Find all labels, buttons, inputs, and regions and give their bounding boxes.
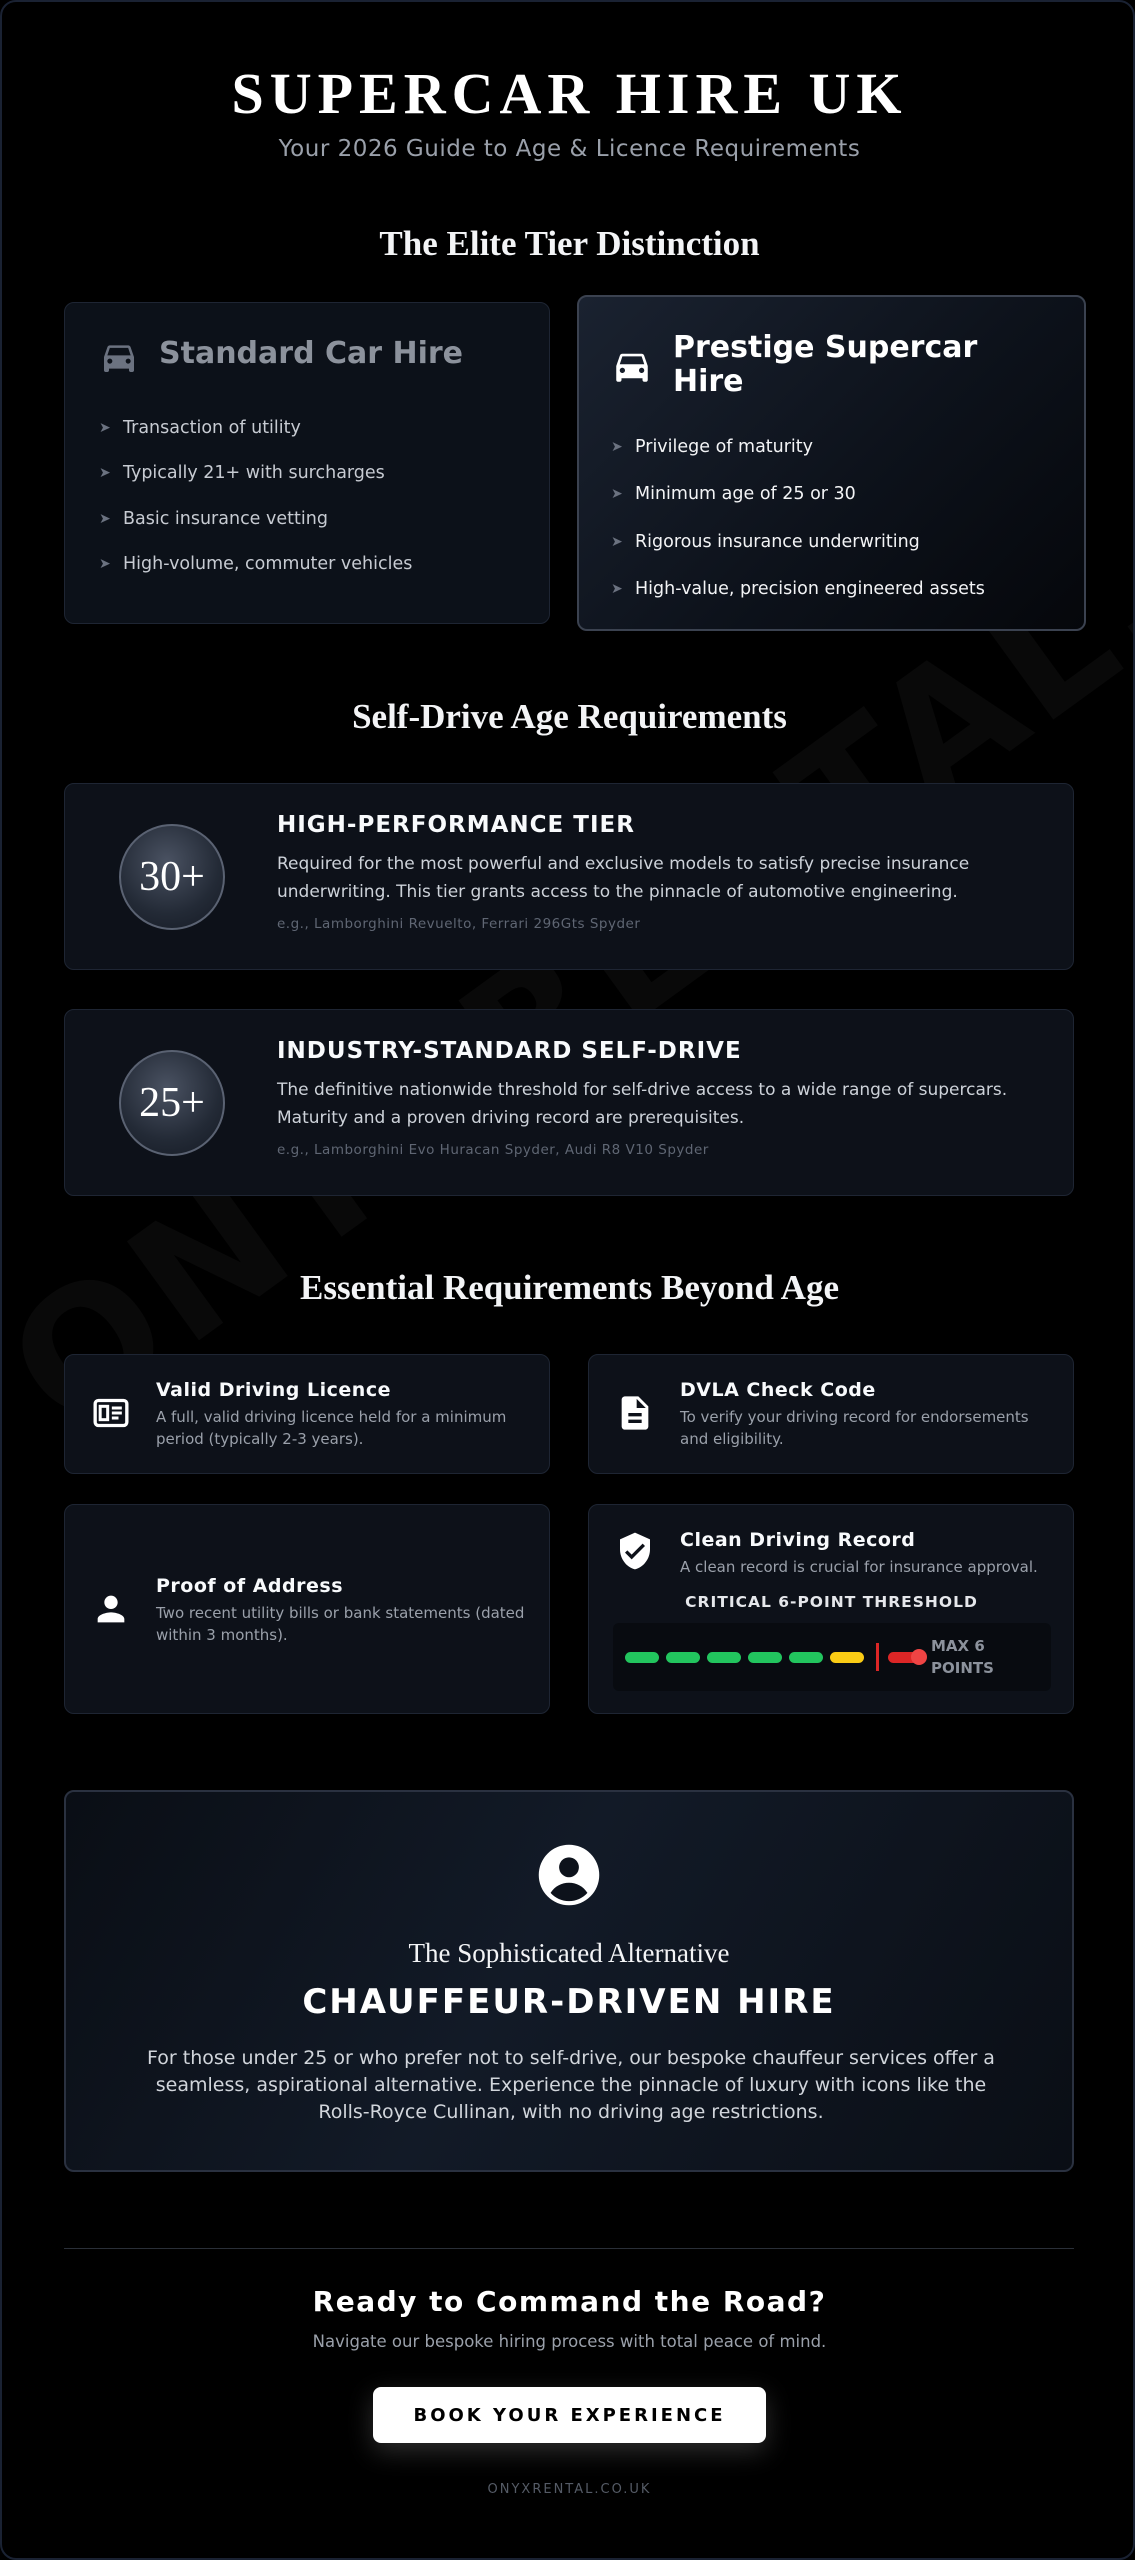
chevron-right-icon: ➤ — [611, 581, 623, 598]
driving-record-card — [588, 1504, 1074, 1714]
footer-site[interactable]: ONYXRENTAL.CO.UK — [487, 2482, 652, 2497]
standard-tier-title: Standard Car Hire — [159, 336, 464, 371]
age-card-title: INDUSTRY-STANDARD SELF-DRIVE — [277, 1038, 742, 1064]
dvla-card — [588, 1354, 1074, 1474]
chevron-right-icon: ➤ — [611, 533, 623, 550]
meter-segment-safe — [666, 1652, 700, 1663]
requirements-section-title: Essential Requirements Beyond Age — [300, 1268, 839, 1307]
list-item: ➤ Privilege of maturity — [611, 436, 814, 457]
address-card — [64, 1504, 550, 1714]
driving-record-title: Clean Driving Record — [680, 1529, 916, 1551]
chevron-right-icon: ➤ — [99, 419, 111, 436]
prestige-tier-card — [577, 295, 1086, 631]
chevron-right-icon: ➤ — [99, 510, 111, 527]
licence-description: A full, valid driving licence held for a minimum period (typically 2-3 years). — [156, 1408, 507, 1448]
max-points-label: MAX 6 POINTS — [931, 1637, 994, 1677]
chevron-right-icon: ➤ — [611, 486, 623, 503]
age-card-description: Required for the most powerful and exclusive models to satisfy precise insurance underwriting. This tier grants access to the pinnacle of automotive engineering. — [277, 854, 970, 902]
tier-section-title: The Elite Tier Distinction — [379, 224, 760, 263]
page-title: SUPERCAR HIRE UK — [231, 61, 908, 126]
meter-segment-safe — [748, 1652, 782, 1663]
cta-subtitle: Navigate our bespoke hiring process with total peace of mind. — [312, 2332, 827, 2351]
list-item: ➤ Basic insurance vetting — [99, 508, 328, 529]
list-item: ➤ Typically 21+ with surcharges — [99, 463, 385, 484]
person-icon — [91, 1589, 131, 1629]
age-card-example: e.g., Lamborghini Revuelto, Ferrari 296Gts Spyder — [277, 916, 641, 932]
licence-card — [64, 1354, 550, 1474]
book-experience-button[interactable]: BOOK YOUR EXPERIENCE — [373, 2387, 766, 2443]
chauffeur-title: CHAUFFEUR-DRIVEN HIRE — [302, 1982, 836, 2022]
user-circle-icon — [536, 1842, 602, 1908]
licence-title: Valid Driving Licence — [156, 1379, 391, 1401]
age-badge: 30+ — [119, 824, 225, 930]
dvla-description: To verify your driving record for endorsements and eligibility. — [680, 1408, 1029, 1448]
age-card-title: HIGH-PERFORMANCE TIER — [277, 812, 635, 838]
address-title: Proof of Address — [156, 1575, 343, 1597]
prestige-tier-list — [579, 399, 1084, 613]
chauffeur-description: For those under 25 or who prefer not to self-drive, our bespoke chauffeur services offer a seamless, aspirational alternative. Experience the pinnacle of luxury with icons like the Rolls-Royce Cullinan, with no driving age restrictions. — [147, 2047, 995, 2123]
meter-segment-safe — [625, 1652, 659, 1663]
chauffeur-kicker: The Sophisticated Alternative — [408, 1938, 730, 1968]
list-item: ➤ Minimum age of 25 or 30 — [611, 484, 856, 505]
age-card-example: e.g., Lamborghini Evo Huracan Spyder, Audi R8 V10 Spyder — [277, 1142, 709, 1158]
list-item: ➤ Transaction of utility — [99, 417, 301, 438]
car-icon — [99, 337, 139, 377]
list-item: ➤ High-volume, commuter vehicles — [99, 554, 413, 575]
driving-record-description: A clean record is crucial for insurance approval. — [680, 1558, 1038, 1576]
threshold-label: CRITICAL 6-POINT THRESHOLD — [685, 1593, 978, 1611]
standard-tier-card — [64, 302, 550, 624]
points-meter — [613, 1623, 1051, 1691]
document-icon — [615, 1393, 655, 1433]
prestige-tier-title: Prestige Supercar Hire — [673, 330, 978, 399]
list-item: ➤ High-value, precision engineered assets — [611, 579, 985, 600]
meter-segment-safe — [707, 1652, 741, 1663]
age-badge: 25+ — [119, 1050, 225, 1156]
list-item: ➤ Rigorous insurance underwriting — [611, 531, 920, 552]
divider — [64, 2248, 1074, 2249]
standard-tier-list — [65, 377, 549, 587]
age-card-30 — [64, 783, 1074, 970]
chevron-right-icon: ➤ — [99, 556, 111, 573]
chevron-right-icon: ➤ — [611, 438, 623, 455]
id-card-icon — [91, 1393, 131, 1433]
address-description: Two recent utility bills or bank statements (dated within 3 months). — [156, 1604, 525, 1644]
age-section-title: Self-Drive Age Requirements — [352, 697, 787, 736]
threshold-marker — [876, 1643, 879, 1671]
meter-segment-warning — [830, 1652, 864, 1663]
page-subtitle: Your 2026 Guide to Age & Licence Requirements — [278, 136, 861, 162]
cta-title: Ready to Command the Road? — [312, 2285, 827, 2318]
car-icon — [611, 345, 653, 387]
shield-check-icon — [615, 1531, 655, 1571]
age-card-description: The definitive nationwide threshold for self-drive access to a wide range of supercars. Maturity and a proven driving record are prerequisites. — [277, 1080, 1008, 1128]
age-card-25 — [64, 1009, 1074, 1196]
meter-indicator-dot — [911, 1649, 927, 1665]
meter-segment-safe — [789, 1652, 823, 1663]
chauffeur-card — [64, 1790, 1074, 2172]
chevron-right-icon: ➤ — [99, 465, 111, 482]
dvla-title: DVLA Check Code — [680, 1379, 876, 1401]
